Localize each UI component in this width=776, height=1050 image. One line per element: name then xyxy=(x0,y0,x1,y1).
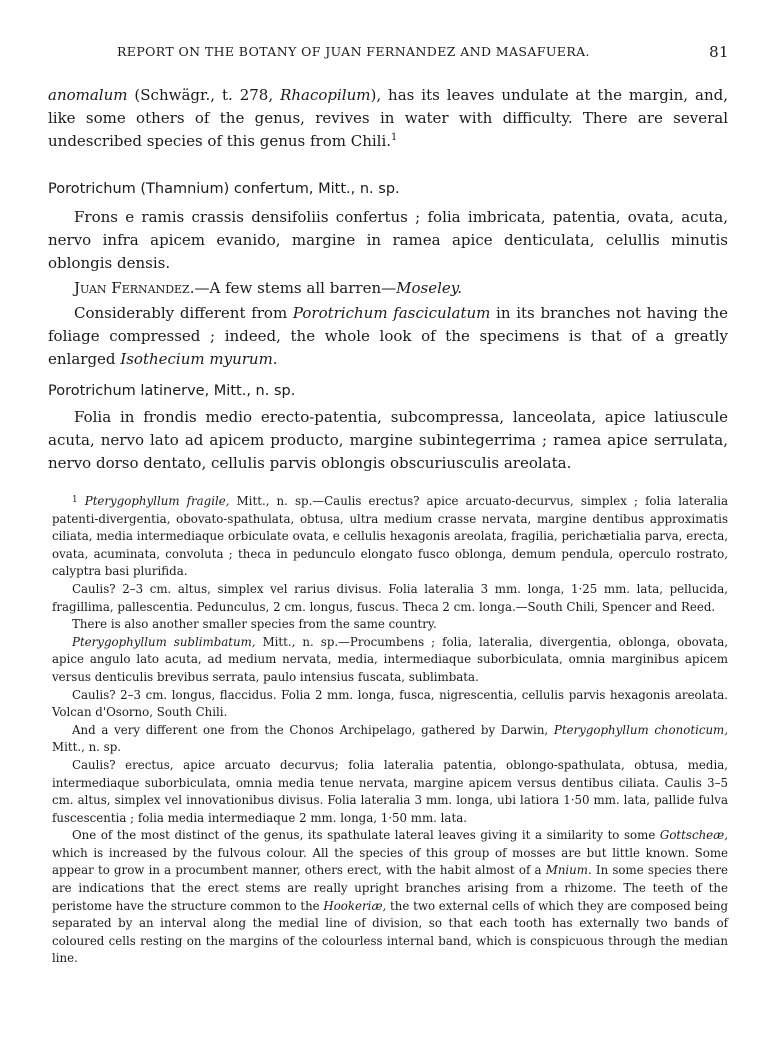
locality: Juan Fernandez. xyxy=(74,279,195,297)
footnote: $^1$ Pterygophyllum fragile, Mitt., n. sp.—Caulis erectus? apice arcuato-decurvus, simplex ; folia lateralia patenti-divergentia, obovato-spathulata, obtusa, ultra medium crasse nervata, margine dentibus approximatis ciliata, media intermediaque orbiculate ovata, e cellulis hexagonis areolata, fragilia, perichætialia parva, erecta, ovata, acuminata, convoluta ; theca in pedunculo elongato fusco oblonga, demum pendula, operculo rostrato, calyptra basi plurifida. Caulis? 2–3 cm. altus, simplex vel rarius divisus. Folia lateralia 3 mm. longa, 1·25 mm. lata, pellucida, fragillima, pallescentia. Pedunculus, 2 cm. longus, fuscus. Theca 2 cm. longa.—South Chili, Spencer and Reed. There is also another smaller species from the same country. Pterygophyllum sublimbatum, Mitt., n. sp.—Procumbens ; folia, lateralia, divergentia, oblonga, obovata, apice angulo lato acuta, ad medium nervata, media, intermediaque suborbiculata, omnia marginibus apicem versus denticulis brevibus serrata, paulo intensius fuscata, sublimbata. Caulis? 2–3 cm. longus, flaccidus. Folia 2 mm. longa, fusca, nigrescentia, cellulis parvis hexagonis areolata. Volcan d'Osorno, South Chili. And a very different one from the Chonos Archipelago, gathered by Darwin, Pterygophyllum chonoticum, Mitt., n. sp. Caulis? erectus, apice arcuato decurvus; folia lateralia patentia, oblongo-spathulata, obtusa, media, intermediaque suborbiculata, omnia media tenue nervata, margine apicem versus dentibus ciliata. Caulis 3–5 cm. altus, simplex vel innovationibus divisus. Folia lateralia 3 mm. longa, ubi latiora 1·50 mm. lata, pallide fulva fuscescentia ; folia media intermediaque 2 mm. longa, 1·50 mm. lata. One of the most distinct of the genus, its spathulate lateral leaves giving it a similarity to some Gottscheæ, which is increased by the fulvous colour. All the species of this group of mosses are but little known. Some appear to grow in a procumbent manner, others erect, with the habit almost of a Mnium. In some species there are indications that the erect stems are really upright branches arising from a rhizome. The teeth of the peristome have the structure common to the Hookeriæ, the two external cells of which they are composed being separated by an interval along the medial line of division, so that each tooth has externally two bands of coloured cells resting on the margins of the colourless internal band, which is conspicuous through the median line. xyxy=(52,494,728,966)
running-title: REPORT ON THE BOTANY OF JUAN FERNANDEZ AND MASAFUERA. xyxy=(117,44,590,59)
genus-name: anomalum xyxy=(48,86,128,104)
reference-name: Rhacopilum xyxy=(280,86,371,104)
footnote-mark: 1 xyxy=(72,495,78,505)
collector: Moseley. xyxy=(396,279,463,297)
species-heading-latinerve: Porotrichum latinerve, Mitt., n. sp. xyxy=(48,383,296,399)
species-heading-confertum: Porotrichum (Thamnium) confertum, Mitt., n. sp. xyxy=(48,181,400,197)
species-description-latinerve: Folia in frondis medio erecto-patentia, subcompressa, lanceolata, apice latiuscule acuta, nervo lato ad apicem producto, margine subintegerrima ; ramea apice serrulata, nervo dorso dentato, cellulis parvis oblongis obscuriusculis areolata. xyxy=(48,408,728,472)
running-header xyxy=(117,44,729,64)
species-description-confertum: Frons e ramis crassis densifoliis confertus ; folia imbricata, patentia, ovata, acuta, nervo infra apicem evanido, margine in ramea apice denticulata, celullis minutis oblongis densis. Juan Fernandez.—A few stems all barren—Moseley. Considerably different from Porotrichum fasciculatum in its branches not having the foliage compressed ; indeed, the whole look of the specimens is that of a greatly enlarged Isothecium myurum. xyxy=(48,208,728,368)
top-paragraph: anomalum (Schwägr., t. 278, Rhacopilum), has its leaves undulate at the margin, and, like some others of the genus, revives in water with difficulty. There are several undescribed species of this genus from Chili.$^1$ xyxy=(48,86,728,150)
page-number: 81 xyxy=(709,43,729,61)
footnote-reference: 1 xyxy=(391,132,398,143)
